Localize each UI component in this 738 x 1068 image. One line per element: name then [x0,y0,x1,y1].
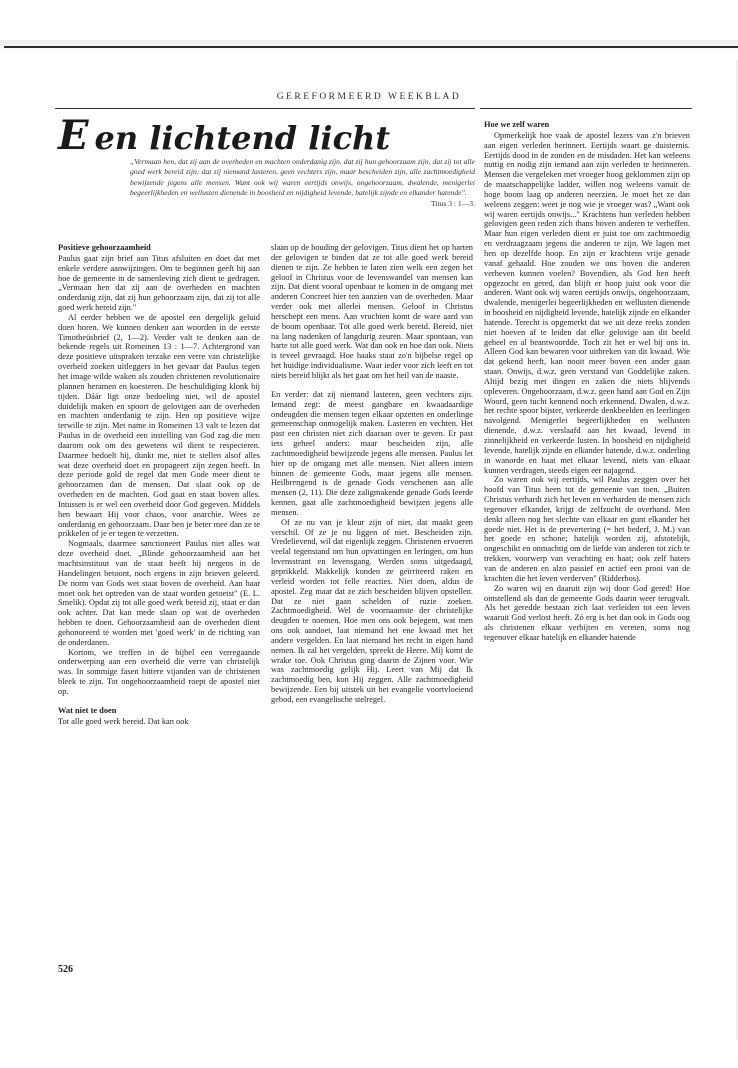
paragraph: Tot alle goed werk bereid. Dat kan ook [58,716,189,726]
paragraph: Al eerder hebben we de apostel een dergelijk geluid doen horen. We kunnen denken aan woorden in de eerste Timotheüsbrief (2, 1—2). Verder valt te denken aan de bekende regels uit Romeinen 13 : 1—7. Achtergrond van deze positieve uitspraken terzake een verre van christelijke overheid zoeken uitleggers in het gevaar dat Paulus tegen het image wilde waken als zouden christenen revolutionaire plannen beramen en koesteren. De beschuldiging klonk bij tijden. Dáár ligt onze bedoeling niet, wil de apostel duidelijk maken en spoort de gelovigen aan de overheden en machten onderdanig te zijn. Hen op positieve wijze terwille te zijn. Met name in Romeinen 13 valt te lezen dat Paulus in de overheid een instelling van God zag die men daarom ook om des gewetens wil dient te respecteren. Daarmee bedoelt hij, dunkt me, niet te stellen alsof alles wat deze overheid doet en propageert zijn zegen heeft. In deze periode gold de regel dat men Gode meer dient te gehoorzamen dan de mensen. Dat slaat ook op de overheden en de machten. God gaat en staat boven alles. Intussen is er wel een overheid door God gegeven. Middels hen bewaart Hij voor chaos, voor anarchie. Wees ze onderdanig en gehoorzaam. Daar ben je beter mee dan ze te prikkelen of je er tegen te verzetten. [58,312,260,539]
paragraph: slaan op de houding der gelovigen. Titus dient het op harten der gelovigen te binden dat ze tot alle goed werk bereid dienen te zijn. Ze hebben te laten zien welk een zegen het geloof in Christus voor de levenswandel van mensen kan zijn. Dat dient vooral openbaar te komen in de omgang met anderen Concreet hier ten aanzien van de overheden. Maar verder ook met allerlei mensen. Geloof in Christus herschept een mens. Aan vruchten komt de ware aard van de boom openbaar. Tot alle goed werk bereid. Bereid, niet na lang nadenken of langdurig zeuren. Maar spontaan, van harte tot alle goed werk. Wat dan ook en hoe dan ook. Niets is teveel gevraagd. Hoe haaks staat zo'n bijbelse regel op het huidige individualisme. Waar ieder voor zich leeft en tot niets bereid blijkt als het gaat om het heil van de naaste. [271,243,473,380]
paragraph: Nogmaals, daarmee sanctioneert Paulus niet alles wat deze overheid doet. „Blinde gehoorzaamheid aan het machtsinstituut van de staat heeft hij nergens in de Handelingen betoont, noch ergens in zijn brieven geleerd. De norm van Gods wet staat boven de overheid. Aan haar moet ook het optreden van de staat worden getoetst" (E. L. Smelik). Opdat zij tot alle goed werk bereid zij, staat er dan ook achter. Dat kan mede slaan op wat de overheden hebben te doen. Gehoorzaamheid aan de overheden dient gehonoreerd te worden met 'goed werk' in de richting van de onderdanen. [58,539,260,647]
top-border-line [4,46,738,48]
section-heading: Wat niet te doen [58,705,117,715]
header-rule-right [480,108,692,109]
epigraph [130,157,475,209]
paragraph: Opmerkelijk hoe vaak de apostel lezers van z'n brieven aan eigen verleden herinnert. Eertijds waart ge duisternis. Eertijds dood in de zonden en de misdaden. Het kan weleens nuttig en nodig zijn iemand aan zijn verleden te herinneren. Mensen die vergeleken met vroeger hoog geklommen zijn op de maatschappelijke ladder, willen nog weleens vanuit de hoge boom laag op anderen neerzien. Je moet het ze dan weleens zeggen: weet je nog wie je vroeger was? „Want ook wij waren eertijds onwijs..." Krachtens hun verleden hebben gelovigen geen reden zich thans boven anderen te verheffen. Maar hun eigen verleden dient er juist toe om zachtmoedig en verdraagzaam jegens die anderen te zijn. We lagen met hen op dezelfde hoop. En zijn er krachtens vrije genade vanaf gehaald. Hoe zouden we ons boven die anderen verheven kunnen voelen? Bovendien, als God hen heeft opgezocht en gered, dan blijft er hoop juist ook voor die anderen. Want ook wij waren eertijds onwijs, ongehoorzaam, dwalende, menigerlei begeerlijkheden en wellusten dienende in boosheid en nijdigheid levende, hatelijk zijnde en elkander hatende. Terecht is opgemerkt dat we uit deze reeks zonden niet hoeven af te leiden dat elke gelovige aan dit beeld geheel en al beantwoordde. Toch zit het er wel bij ons in. Alleen God kan bewaren voor uitbreken van dit kwaad. Wie dat gekend heeft, kan nooit meer boven een ander gaan staan. Onwijs, d.w.z. geen verstand van Goddelijke zaken. Altijd bezig met dingen en zaken die niets blijvends opleveren. Ongehoorzaam, d.w.z. geen hand aan God en Zijn Woord, geen tucht kennend noch erkennend. Dwalen, d.w.z. het rechte spoor bijster, verkeerde denkbeelden en leerlingen navolgend. Menigerlei begeerlijkheden en wellusten dienende, d.w.z. verslaafd aan het kwaad, levend in zinnelijkheid en verkeerde lusten. In boosheid en nijdigheid levende, hatelijk zijnde en elkander hatende, d.w.z. onderling in wanorde en haat met elkaar levend, niets van elkaar kunnen verdragen, steeds eigen eer najagend. [484,130,690,475]
paragraph: En verder: dat zij niemand lasteren, geen vechters zijn. Iemand zegt: de meest gangbare en kwaadaardige ondeugden die mensen tegen elkaar opzetten en onderlinge gemeenschap onmogelijk maken. Lasteren en vechten. Het past een christen niet zich daaraan over te geven. Er past iets geheel anders: maar bescheiden zijn, alle zachtmoedigheid bewijzende jegens alle mensen. Paulus let hier op de omgang met alle mensen. Niet alleen intern binnen de gemeente Gods, maar jegens alle mensen. Heilbrengend is de genade Gods verschenen aan alle mensen (2, 11). Die deze zaligmakende genade Gods leerde kennen, gaat alle zachtmoedigheid bewijzen jegens alle mensen. [271,389,473,517]
paragraph: Of ze nu van je kleur zijn of niet, dat maakt geen verschil. Of ze je nu liggen of niet. Bescheiden zijn. Vredelievend, wil dat eigenlijk zeggen. Christenen ervoeren veelal tegenstand om hun opvattingen en leringen, om hun levensstrant en levensgang. Werden soms uitgedaagd, geprikkeld. Makkelijk konden ze geïrriteerd raken en verleid worden tot felle reacties. Niet doen, aldus de apostel. Zeg maar dat ze zich bescheiden blijven opstellen. Dat ze niet gaan schelden of ruzie zoeken. Zachtmoedigheid. Wel de voornaamste der christelijke deugden te noemen. Hoe men ons ook bejegent, wat men ons ook aandoet, laat niemand het ene kwaad met het andere vergelden. En laat niemand het recht in eigen hand nemen. Ik zal het vergelden, spreekt de Heere. Mij komt de wrake toe. Ook Christus ging daarin de Zijnen voor. Wie was zachtmoedig gelijk Hij. Leert van Mij dat Ik zachtmoedig ben, kon Hij zeggen. Alle zachtmoedigheid bewijzende. Een bij uitstek uit het evangelie voortvloeiend gebod, een evangelische stelregel. [271,517,473,704]
column-left [58,243,260,727]
paragraph: Zo waren wij en daaruit zijn wij door God gered! Hoe ontstellend als dan de gemeente Gods daarin weer terugvalt. Als het geredde bestaan zich laat verleiden tot een leven waaruit God verlost heeft. Zó erg is het dan ook in Gods oog als christenen elkaar verbijten en vereten, soms nog tegenover elkaar hatelijk en elkander hatende [484,583,690,642]
epigraph-text: „Vermaan hen, dat zij aan de overheden en machten onderdanig zijn, dat zij hun gehoorzaam zijn, dat zij tot alle goed werk bereid zijn; dat zij niemand lasteren, geen vechters zijn, maar bescheiden zijn, alle zachtmoedigheid bewijzende jegens alle mensen. Want ook wij waren eertijds onwijs, ongehoorzaam, dwalende, menigerlei begeerlijkheden en wellusten dienende in boosheid en nijdigheid levende, hatelijk zijnde en elkander hatende". [130,157,475,198]
epigraph-reference: Titus 3 : 1—3. [430,198,475,208]
section-heading: Hoe we zelf waren [484,120,550,129]
header-rule-left [55,108,475,109]
spacer [271,381,473,390]
title-initial: E [58,112,89,159]
column-right [484,120,690,643]
page-number: 526 [58,964,73,975]
paragraph: Zo waren ook wij eertijds, wil Paulus zeggen over het hoofd van Titus heen tot de gemeente van toen. „Buiten Christus verhardt zich het leven en verharden de mensen zich tegenover elkander, krijgt de zelfzucht de overhand. Men denkt alleen nog het slechte van elkaar en gunt elkander het goede niet. Het is de prevertering (= het bederf, J. M.) van het goede en schone; hatelijk worden zij, afstotelijk, ongeschikt en onmachtig om de liefde van anderen tot zich te trekken, voorwerp van verachting en haat; ook zelf haters van de anderen en alzo passief en actief een prooi van de krachten die het leven verderven" (Ridderbos). [484,475,690,583]
section-heading: Positieve gehoorzaamheid [58,243,151,252]
title-rest: en lichtend licht [94,119,391,157]
paragraph: Paulus gaat zijn brief aan Titus afsluiten en doet dat met enkele verdere aanwijzingen. Om te beginnen geeft hij aan hoe de gemeente in de samenleving zich dient te gedragen. „Vermaan hen dat zij aan de overheden en machten onderdanig zijn, dat zij hun gehoorzaam zijn, dat zij tot alle goed werk bereid zijn." [58,253,260,313]
paragraph: Kortom, we treffen in de bijbel een verregaande onderwerping aan een overheid die verre van christelijk was. In sommige fasen bittere vijanden van de christenen bleek te zijn. Tot ongehoorzaamheid roept de apostel niet op. [58,647,260,696]
spacer [58,697,260,706]
column-middle [271,243,473,705]
article-title [58,112,478,162]
running-header: GEREFORMEERD WEEKBLAD [276,92,462,102]
